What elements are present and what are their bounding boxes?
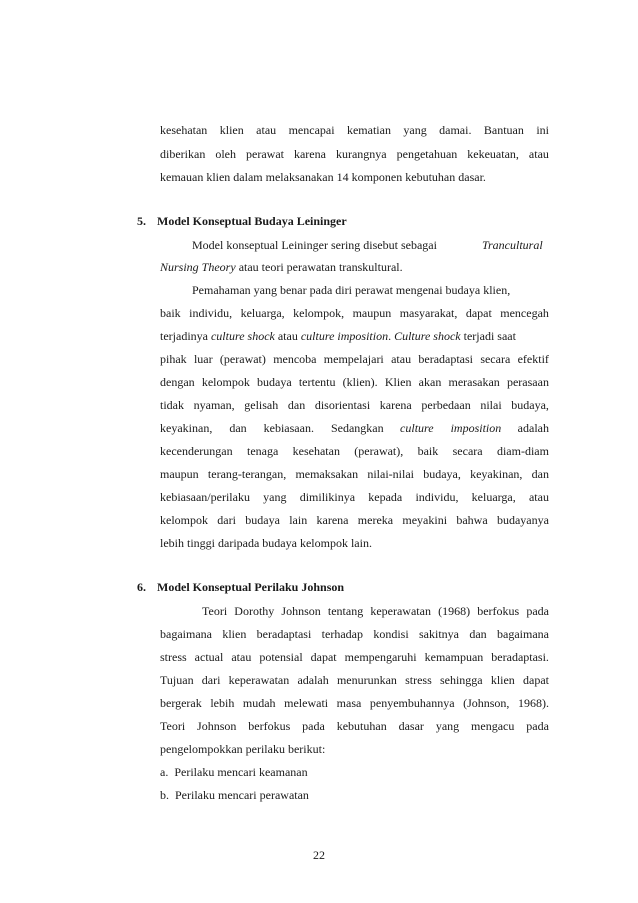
- word: stress: [160, 650, 187, 664]
- word: budayanya: [496, 513, 549, 527]
- text-span: .: [388, 329, 395, 343]
- paragraph-line: [160, 513, 549, 527]
- word: Teori: [202, 604, 228, 618]
- word: pada: [526, 719, 549, 733]
- word: pihak: [160, 352, 187, 366]
- text-line: [160, 352, 549, 366]
- word: yang: [263, 490, 287, 504]
- paragraph-line: [160, 398, 549, 412]
- text-line: [160, 398, 549, 412]
- paragraph-line: [160, 467, 549, 481]
- word: kelompok: [201, 375, 250, 389]
- word: dimilikinya: [299, 490, 356, 504]
- word: kelompok: [160, 513, 208, 527]
- word: kelompok,: [293, 306, 345, 320]
- word: stress: [405, 673, 432, 687]
- word: Klien: [384, 375, 412, 389]
- word: berfokus: [477, 604, 520, 618]
- word: klien: [490, 673, 515, 687]
- word: masa: [336, 696, 362, 710]
- word: dari: [201, 673, 221, 687]
- word: individu,: [189, 306, 233, 320]
- word: yang: [435, 719, 460, 733]
- word: lain: [289, 513, 308, 527]
- word: pada: [526, 604, 549, 618]
- word: Tujuan: [160, 673, 194, 687]
- word: tentang: [327, 604, 364, 618]
- section-title: Model Konseptual Budaya Leininger: [157, 214, 347, 228]
- paragraph-line: [192, 238, 437, 252]
- paragraph-line: pengelompokkan perilaku berikut:: [160, 742, 326, 756]
- paragraph-line: [482, 238, 543, 252]
- list-item: b. Perilaku mencari perawatan: [160, 788, 309, 802]
- word: nyaman,: [193, 398, 235, 412]
- text-span: keyakinan, dan kebiasaan. Sedangkan: [160, 421, 384, 435]
- word: Teori: [160, 719, 186, 733]
- word: lebih: [210, 696, 235, 710]
- word: Dorothy: [234, 604, 275, 618]
- word: nilai: [480, 398, 502, 412]
- word: mengacu: [471, 719, 515, 733]
- text-line: [160, 719, 549, 733]
- text-span: adalah: [517, 421, 549, 435]
- text-line: [160, 696, 549, 710]
- word: atau: [528, 147, 549, 161]
- italic-term: Trancultural: [482, 238, 543, 252]
- word: bagaimana: [497, 627, 549, 641]
- section-heading: [137, 214, 347, 228]
- word: Bantuan: [483, 123, 524, 137]
- word: mencegah: [500, 306, 549, 320]
- word: tertentu: [298, 375, 336, 389]
- word: tidak: [160, 398, 184, 412]
- paragraph-line: [160, 673, 549, 687]
- word: mencoba: [273, 352, 317, 366]
- paragraph-line: [160, 444, 549, 458]
- word: beradaptasi: [418, 352, 474, 366]
- paragraph-line: [160, 650, 549, 664]
- paragraph-line: [160, 696, 549, 710]
- word: (perawat): [219, 352, 266, 366]
- word: damai.: [439, 123, 472, 137]
- word: karena: [316, 513, 349, 527]
- word: mencapai: [288, 123, 335, 137]
- italic-term: culture shock: [210, 329, 275, 343]
- word: disorientasi: [314, 398, 371, 412]
- text-span: Model konseptual Leininger sering disebut sebagai: [192, 238, 437, 252]
- text-span: atau teori perawatan transkultural.: [235, 260, 403, 274]
- word: baik: [160, 306, 181, 320]
- word: dan: [287, 398, 306, 412]
- word: baik: [417, 444, 439, 458]
- word: kondisi: [373, 627, 409, 641]
- word: nilai-nilai: [367, 467, 414, 481]
- word: dapat: [310, 650, 337, 664]
- paragraph-line: [160, 329, 516, 343]
- word: keyakinan,: [470, 467, 523, 481]
- italic-term: culture imposition: [400, 421, 502, 435]
- word: budaya,: [423, 467, 461, 481]
- word: terhadap: [321, 627, 363, 641]
- word: budaya: [257, 375, 292, 389]
- word: perasaan: [506, 375, 549, 389]
- word: atau: [231, 650, 252, 664]
- italic-term: Nursing Theory: [160, 260, 236, 274]
- word: dasar: [398, 719, 424, 733]
- word: memaksakan: [295, 467, 359, 481]
- word: kesehatan: [160, 123, 208, 137]
- word: dari: [217, 513, 236, 527]
- word: mudah: [242, 696, 276, 710]
- word: kebiasaan/perilaku: [160, 490, 250, 504]
- word: berfokus: [248, 719, 291, 733]
- paragraph-line: [160, 375, 549, 389]
- paragraph-line: [160, 147, 549, 161]
- word: dengan: [160, 375, 195, 389]
- word: keluarga,: [471, 490, 516, 504]
- word: gelisah: [244, 398, 279, 412]
- word: budaya,: [511, 398, 549, 412]
- paragraph-line: [160, 719, 549, 733]
- word: pada: [302, 719, 325, 733]
- word: karena: [379, 398, 412, 412]
- text-line: [160, 627, 549, 641]
- word: klien: [222, 627, 247, 641]
- paragraph-line: kemauan klien dalam melaksanakan 14 komponen kebutuhan dasar.: [160, 170, 486, 184]
- section-number: 5.: [137, 214, 146, 228]
- paragraph-line: [202, 604, 549, 618]
- word: karena: [293, 147, 326, 161]
- text-line: [160, 650, 549, 664]
- word: secara: [452, 444, 483, 458]
- word: perbedaan: [421, 398, 471, 412]
- word: maupun: [352, 306, 392, 320]
- word: keperawatan: [370, 604, 431, 618]
- section-number: 6.: [137, 580, 146, 594]
- word: keperawatan: [228, 673, 290, 687]
- word: menurunkan: [336, 673, 397, 687]
- word: sakitnya: [419, 627, 459, 641]
- text-line: [160, 375, 549, 389]
- word: mempelajari: [323, 352, 384, 366]
- word: merasakan: [448, 375, 500, 389]
- word: kemampuan: [424, 650, 484, 664]
- text-line: [160, 673, 549, 687]
- word: maupun: [160, 467, 199, 481]
- word: luar: [193, 352, 213, 366]
- paragraph-line: [160, 123, 549, 137]
- text-line: [160, 123, 549, 137]
- word: efektif: [517, 352, 549, 366]
- word: bergerak: [160, 696, 202, 710]
- word: akan: [418, 375, 442, 389]
- word: mempengaruhi: [344, 650, 417, 664]
- word: diberikan: [160, 147, 206, 161]
- word: pengetahuan: [396, 147, 458, 161]
- word: bagaimana: [160, 627, 212, 641]
- word: dapat: [465, 306, 492, 320]
- word: individu,: [415, 490, 459, 504]
- list-item: a. Perilaku mencari keamanan: [160, 765, 308, 779]
- word: potensial: [259, 650, 303, 664]
- paragraph-line: Pemahaman yang benar pada diri perawat mengenai budaya klien,: [192, 283, 511, 297]
- word: kekeuatan,: [467, 147, 519, 161]
- word: penyembuhannya: [369, 696, 455, 710]
- paragraph-line: [160, 627, 549, 641]
- word: dapat: [523, 673, 549, 687]
- text-line: [202, 604, 549, 618]
- word: perawat: [246, 147, 284, 161]
- word: kebutuhan: [336, 719, 387, 733]
- word: kecenderungan: [160, 444, 233, 458]
- word: mereka: [357, 513, 394, 527]
- paragraph-line: lebih tinggi daripada budaya kelompok lain.: [160, 536, 372, 550]
- text-line: [160, 306, 549, 320]
- word: actual: [194, 650, 224, 664]
- word: tenaga: [246, 444, 279, 458]
- text-line: [160, 147, 549, 161]
- text-line: [160, 444, 549, 458]
- word: ini: [536, 123, 549, 137]
- word: meyakini: [402, 513, 448, 527]
- word: kurangnya: [335, 147, 387, 161]
- word: terang-terangan,: [207, 467, 287, 481]
- word: melewati: [284, 696, 329, 710]
- word: kesehatan: [292, 444, 340, 458]
- paragraph-line: [160, 352, 549, 366]
- paragraph-line: [160, 306, 549, 320]
- paragraph-line: [160, 260, 403, 274]
- word: beradaptasi: [256, 627, 312, 641]
- word: atau: [528, 490, 549, 504]
- word: oleh: [215, 147, 236, 161]
- word: adalah: [297, 673, 329, 687]
- word: atau: [391, 352, 412, 366]
- word: budaya: [245, 513, 280, 527]
- word: kematian: [346, 123, 391, 137]
- word: keluarga,: [240, 306, 285, 320]
- word: (1968): [438, 604, 471, 618]
- text-span: terjadi saat: [460, 329, 516, 343]
- italic-term: Culture shock: [394, 329, 461, 343]
- word: bahwa: [456, 513, 488, 527]
- word: 1968).: [518, 696, 549, 710]
- word: klien: [219, 123, 244, 137]
- section-heading: [137, 580, 344, 594]
- word: dan: [531, 467, 549, 481]
- word: (Johnson,: [463, 696, 510, 710]
- word: masyarakat,: [399, 306, 458, 320]
- text-line: [160, 513, 549, 527]
- word: yang: [403, 123, 427, 137]
- text-span: terjadinya: [160, 329, 211, 343]
- paragraph-line: [160, 421, 549, 435]
- word: sehingga: [439, 673, 483, 687]
- word: diam-diam: [496, 444, 549, 458]
- word: (perawat),: [354, 444, 404, 458]
- word: (klien).: [342, 375, 378, 389]
- word: secara: [480, 352, 511, 366]
- page-number: 22: [313, 848, 325, 862]
- word: dan: [469, 627, 487, 641]
- section-title: Model Konseptual Perilaku Johnson: [157, 580, 345, 594]
- text-line: [160, 467, 549, 481]
- word: Johnson: [281, 604, 321, 618]
- text-line: [160, 490, 549, 504]
- paragraph-line: [160, 490, 549, 504]
- word: kepada: [368, 490, 403, 504]
- text-span: atau: [274, 329, 301, 343]
- word: atau: [256, 123, 277, 137]
- word: beradaptasi.: [491, 650, 549, 664]
- word: Johnson: [197, 719, 237, 733]
- italic-term: culture imposition: [300, 329, 389, 343]
